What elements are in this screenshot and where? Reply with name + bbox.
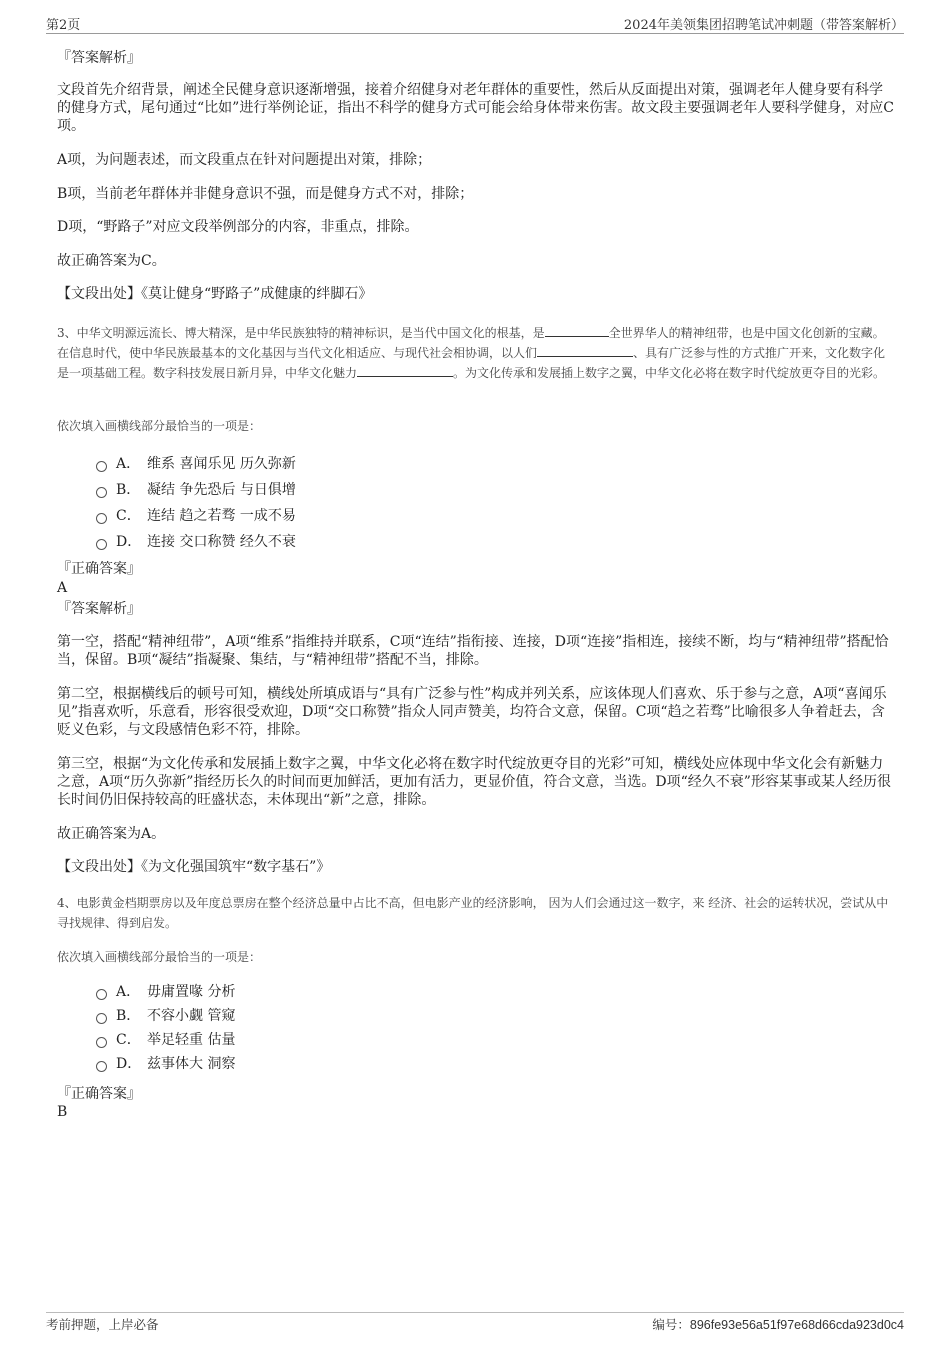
page-footer	[46, 1312, 904, 1332]
q3-stem-part-3: 、具有广泛参与性的方式推广开来，文化数字化是一项基础工程。数字科技发展日新月异，中华文化魅力	[57, 346, 886, 380]
q3-stem	[57, 323, 895, 383]
radio-icon[interactable]	[96, 487, 107, 498]
q3-blank-3	[357, 364, 453, 377]
radio-icon[interactable]	[96, 539, 107, 550]
q4-prompt: 依次填入画横线部分最恰当的一项是：	[57, 950, 262, 964]
option-letter: D．	[116, 1056, 142, 1072]
q2-analysis-p3: B项，当前老年群体并非健身意识不强，而是健身方式不对，排除；	[57, 186, 474, 202]
q3-analysis-p1: 第一空，搭配“精神纽带”，A项“维系”指维持并联系，C项“连结”指衔接、连接，D项“连接”指相连，接续不断，均与“精神纽带”搭配恰当，保留。B项“凝结”指凝聚、集结，与“精神纽带”搭配不当，排除。	[57, 634, 889, 668]
option-letter: A．	[116, 984, 141, 1000]
q3-stem-part-1: 3、中华文明源远流长、博大精深，是中华民族独特的精神标识，是当代中国文化的根基，是	[57, 326, 545, 340]
q3-stem-part-4: 。为文化传承和发展插上数字之翼，中华文化必将在数字时代绽放更夺目的光彩。	[453, 366, 886, 380]
radio-icon[interactable]	[96, 1061, 107, 1072]
q4-option-d[interactable]	[96, 1051, 235, 1075]
page-header	[46, 0, 904, 34]
q3-stem-part-2: 全世界华人的精神纽带，也是中国文化创新的宝藏。在信息时代，使中华民族最基本的文化基因与当代文化相适应、与现代社会相协调，以人们	[57, 326, 885, 360]
q4-options	[96, 979, 235, 1075]
q4-answer: B	[57, 1104, 68, 1120]
option-letter: C．	[116, 1032, 141, 1048]
q4-option-b[interactable]	[96, 1003, 235, 1027]
option-text: 连结 趋之若骛 一成不易	[147, 508, 296, 524]
radio-icon[interactable]	[96, 989, 107, 1000]
q3-option-d[interactable]	[96, 528, 296, 554]
q4-answer-label: 『正确答案』	[57, 1086, 141, 1102]
footer-code-label: 编号：	[652, 1317, 690, 1332]
q2-conclusion: 故正确答案为C。	[57, 253, 166, 269]
radio-icon[interactable]	[96, 461, 107, 472]
option-text: 连接 交口称赞 经久不衰	[147, 534, 296, 550]
q3-options	[96, 450, 296, 554]
q3-analysis-p2: 第二空，根据横线后的顿号可知，横线处所填成语与“具有广泛参与性”构成并列关系，应该体现人们喜欢、乐于参与之意，A项“喜闻乐见”指喜欢听，乐意看，形容很受欢迎，D项“交口称赞”指众人同声赞美，均符合文意，保留。C项“趋之若骛”比喻很多人争着赶去，含贬义色彩，与文段感情色彩不符，排除。	[57, 686, 887, 738]
q3-prompt: 依次填入画横线部分最恰当的一项是：	[57, 419, 262, 433]
q3-blank-2	[537, 344, 633, 357]
q3-option-b[interactable]	[96, 476, 296, 502]
q3-analysis-p3: 第三空，根据“为文化传承和发展插上数字之翼，中华文化必将在数字时代绽放更夺目的光彩”可知，横线处应体现中华文化会有新魅力之意，A项“历久弥新”指经历长久的时间而更加鲜活，更加有活力，更显价值，符合文意，当选。D项“经久不衰”形容某事或某人经历很长时间仍旧保持较高的旺盛状态，未体现出“新”之意，排除。	[57, 756, 891, 808]
q2-analysis-label: 『答案解析』	[57, 50, 141, 66]
option-text: 维系 喜闻乐见 历久弥新	[147, 456, 296, 472]
option-text: 不容小觑 管窥	[147, 1008, 236, 1024]
q2-source: 【文段出处】《莫让健身“野路子”成健康的绊脚石》	[57, 286, 373, 302]
option-text: 举足轻重 估量	[147, 1032, 236, 1048]
q3-answer-label: 『正确答案』	[57, 561, 141, 577]
q4-option-c[interactable]	[96, 1027, 235, 1051]
radio-icon[interactable]	[96, 513, 107, 524]
option-letter: C．	[116, 508, 141, 524]
q4-option-a[interactable]	[96, 979, 235, 1003]
footer-code-value: 896fe93e56a51f97e68d66cda923d0c4	[689, 1318, 904, 1332]
option-text: 毋庸置喙 分析	[147, 984, 236, 1000]
q2-analysis-p4: D项，“野路子”对应文段举例部分的内容，非重点，排除。	[57, 219, 419, 235]
option-letter: B．	[116, 482, 141, 498]
option-letter: B．	[116, 1008, 141, 1024]
option-letter: D．	[116, 534, 142, 550]
q2-analysis-p2: A项，为问题表述，而文段重点在针对问题提出对策，排除；	[57, 152, 432, 168]
q3-option-a[interactable]	[96, 450, 296, 476]
radio-icon[interactable]	[96, 1037, 107, 1048]
q3-conclusion: 故正确答案为A。	[57, 826, 166, 842]
q3-option-c[interactable]	[96, 502, 296, 528]
q2-analysis-p1: 文段首先介绍背景，阐述全民健身意识逐渐增强，接着介绍健身对老年群体的重要性，然后从反面提出对策，强调老年人健身要有科学的健身方式，尾句通过“比如”进行举例论证，指出不科学的健身方式可能会给身体带来伤害。故文段主要强调老年人要科学健身，对应C项。	[57, 82, 895, 134]
q3-source: 【文段出处】《为文化强国筑牢“数字基石”》	[57, 859, 331, 875]
q3-answer: A	[57, 580, 68, 596]
footer-slogan: 考前押题，上岸必备	[46, 1317, 159, 1332]
radio-icon[interactable]	[96, 1013, 107, 1024]
document-title: 2024年美领集团招聘笔试冲刺题（带答案解析）	[623, 18, 904, 33]
option-text: 凝结 争先恐后 与日俱增	[147, 482, 296, 498]
page-number: 第2页	[46, 18, 81, 33]
q3-blank-1	[545, 324, 609, 337]
option-text: 兹事体大 洞察	[147, 1056, 236, 1072]
q3-analysis-label: 『答案解析』	[57, 601, 141, 617]
q4-stem: 4、电影黄金档期票房以及年度总票房在整个经济总量中占比不高，但电影产业的经济影响， 因为人们会通过这一数字，来 经济、社会的运转状况，尝试从中寻找规律、得到启发。	[57, 896, 889, 930]
footer-code	[652, 1315, 904, 1333]
option-letter: A．	[116, 456, 141, 472]
